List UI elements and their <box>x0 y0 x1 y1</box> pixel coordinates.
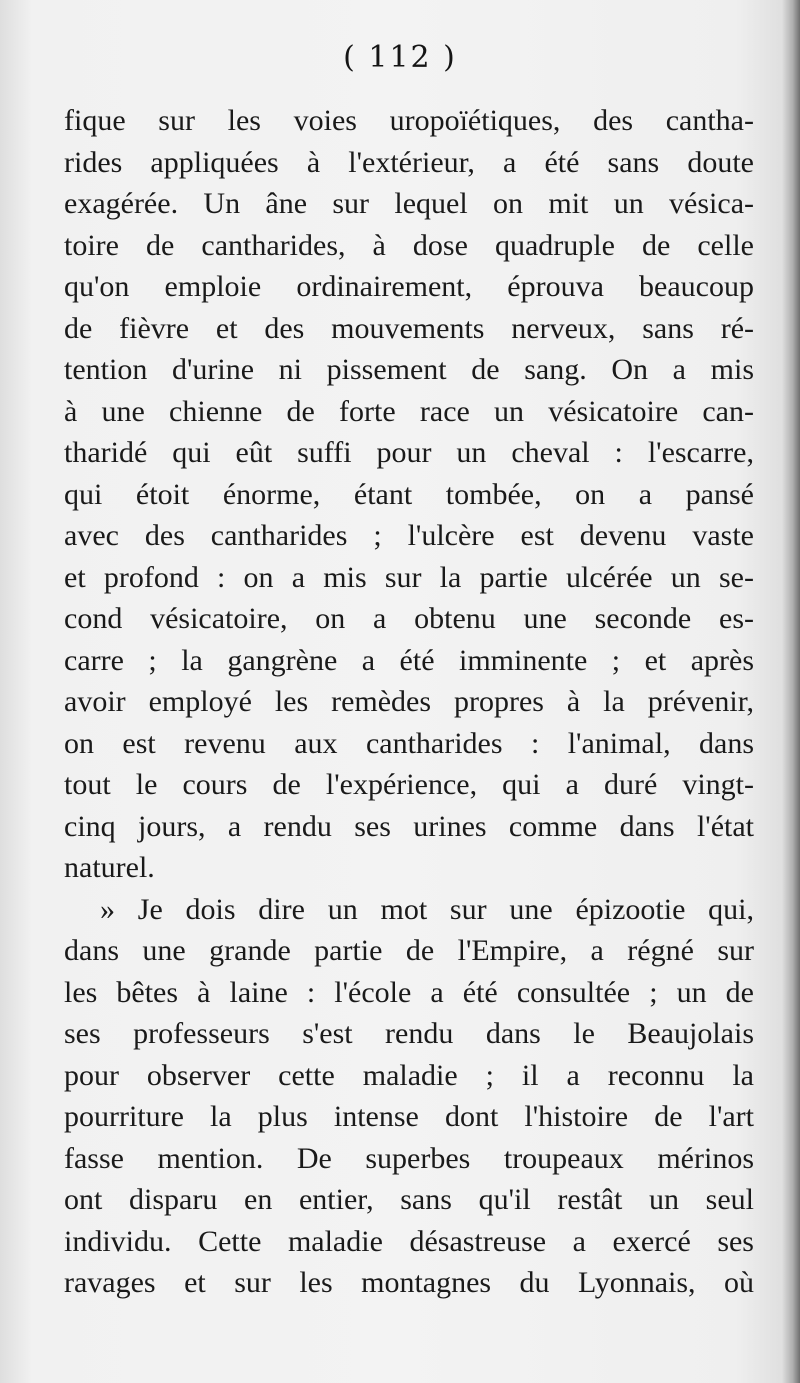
text-line: cinq jours, a rendu ses urines comme dans l'état <box>64 809 754 843</box>
text-line: ravages et sur les montagnes du Lyonnais, où <box>64 1266 754 1299</box>
text-line: cond vésicatoire, on a obtenu une seconde es- <box>64 602 754 635</box>
text-line: avoir employé les remèdes propres à la prévenir, <box>64 685 754 718</box>
text-line: individu. Cette maladie désastreuse a exercé ses <box>64 1224 754 1258</box>
text-line: » Je dois dire un mot sur une épizootie qui, <box>100 892 754 926</box>
text-line: pour observer cette maladie ; il a reconnu la <box>64 1058 754 1092</box>
text-line: qui étoit énorme, étant tombée, on a pansé <box>64 477 754 511</box>
text-line: avec des cantharides ; l'ulcère est devenu vaste <box>64 519 754 552</box>
text-line: qu'on emploie ordinairement, éprouva beaucoup <box>64 270 754 303</box>
text-line: rides appliquées à l'extérieur, a été sans doute <box>64 145 754 179</box>
text-line: à une chienne de forte race un vésicatoire can- <box>64 394 754 428</box>
text-line: toire de cantharides, à dose quadruple de celle <box>64 228 754 262</box>
text-line: et profond : on a mis sur la partie ulcérée un se- <box>64 560 754 594</box>
page-spine-shadow <box>782 0 800 1383</box>
text-line: fasse mention. De superbes troupeaux mérinos <box>64 1141 754 1175</box>
text-line: ont disparu en entier, sans qu'il restât un seul <box>64 1183 754 1216</box>
text-line: pourriture la plus intense dont l'histoire de l'art <box>64 1100 754 1133</box>
page-body <box>64 100 754 1304</box>
text-line: tharidé qui eût suffi pour un cheval : l'escarre, <box>64 436 754 469</box>
text-line: tout le cours de l'expérience, qui a duré vingt- <box>64 768 754 801</box>
text-line: fique sur les voies uropoïétiques, des cantha- <box>64 104 754 137</box>
text-line: dans une grande partie de l'Empire, a régné sur <box>64 934 754 967</box>
text-line: carre ; la gangrène a été imminente ; et après <box>64 643 754 677</box>
text-line: les bêtes à laine : l'école a été consultée ; un de <box>64 975 754 1009</box>
page-number: ( 112 ) <box>343 40 457 75</box>
text-line: tention d'urine ni pissement de sang. On a mis <box>64 353 754 386</box>
text-line: naturel. <box>64 851 155 884</box>
text-line: on est revenu aux cantharides : l'animal, dans <box>64 726 754 760</box>
text-line: ses professeurs s'est rendu dans le Beaujolais <box>64 1017 754 1050</box>
text-line: exagérée. Un âne sur lequel on mit un vésica- <box>64 187 754 220</box>
text-line: de fièvre et des mouvements nerveux, sans ré- <box>64 311 754 345</box>
